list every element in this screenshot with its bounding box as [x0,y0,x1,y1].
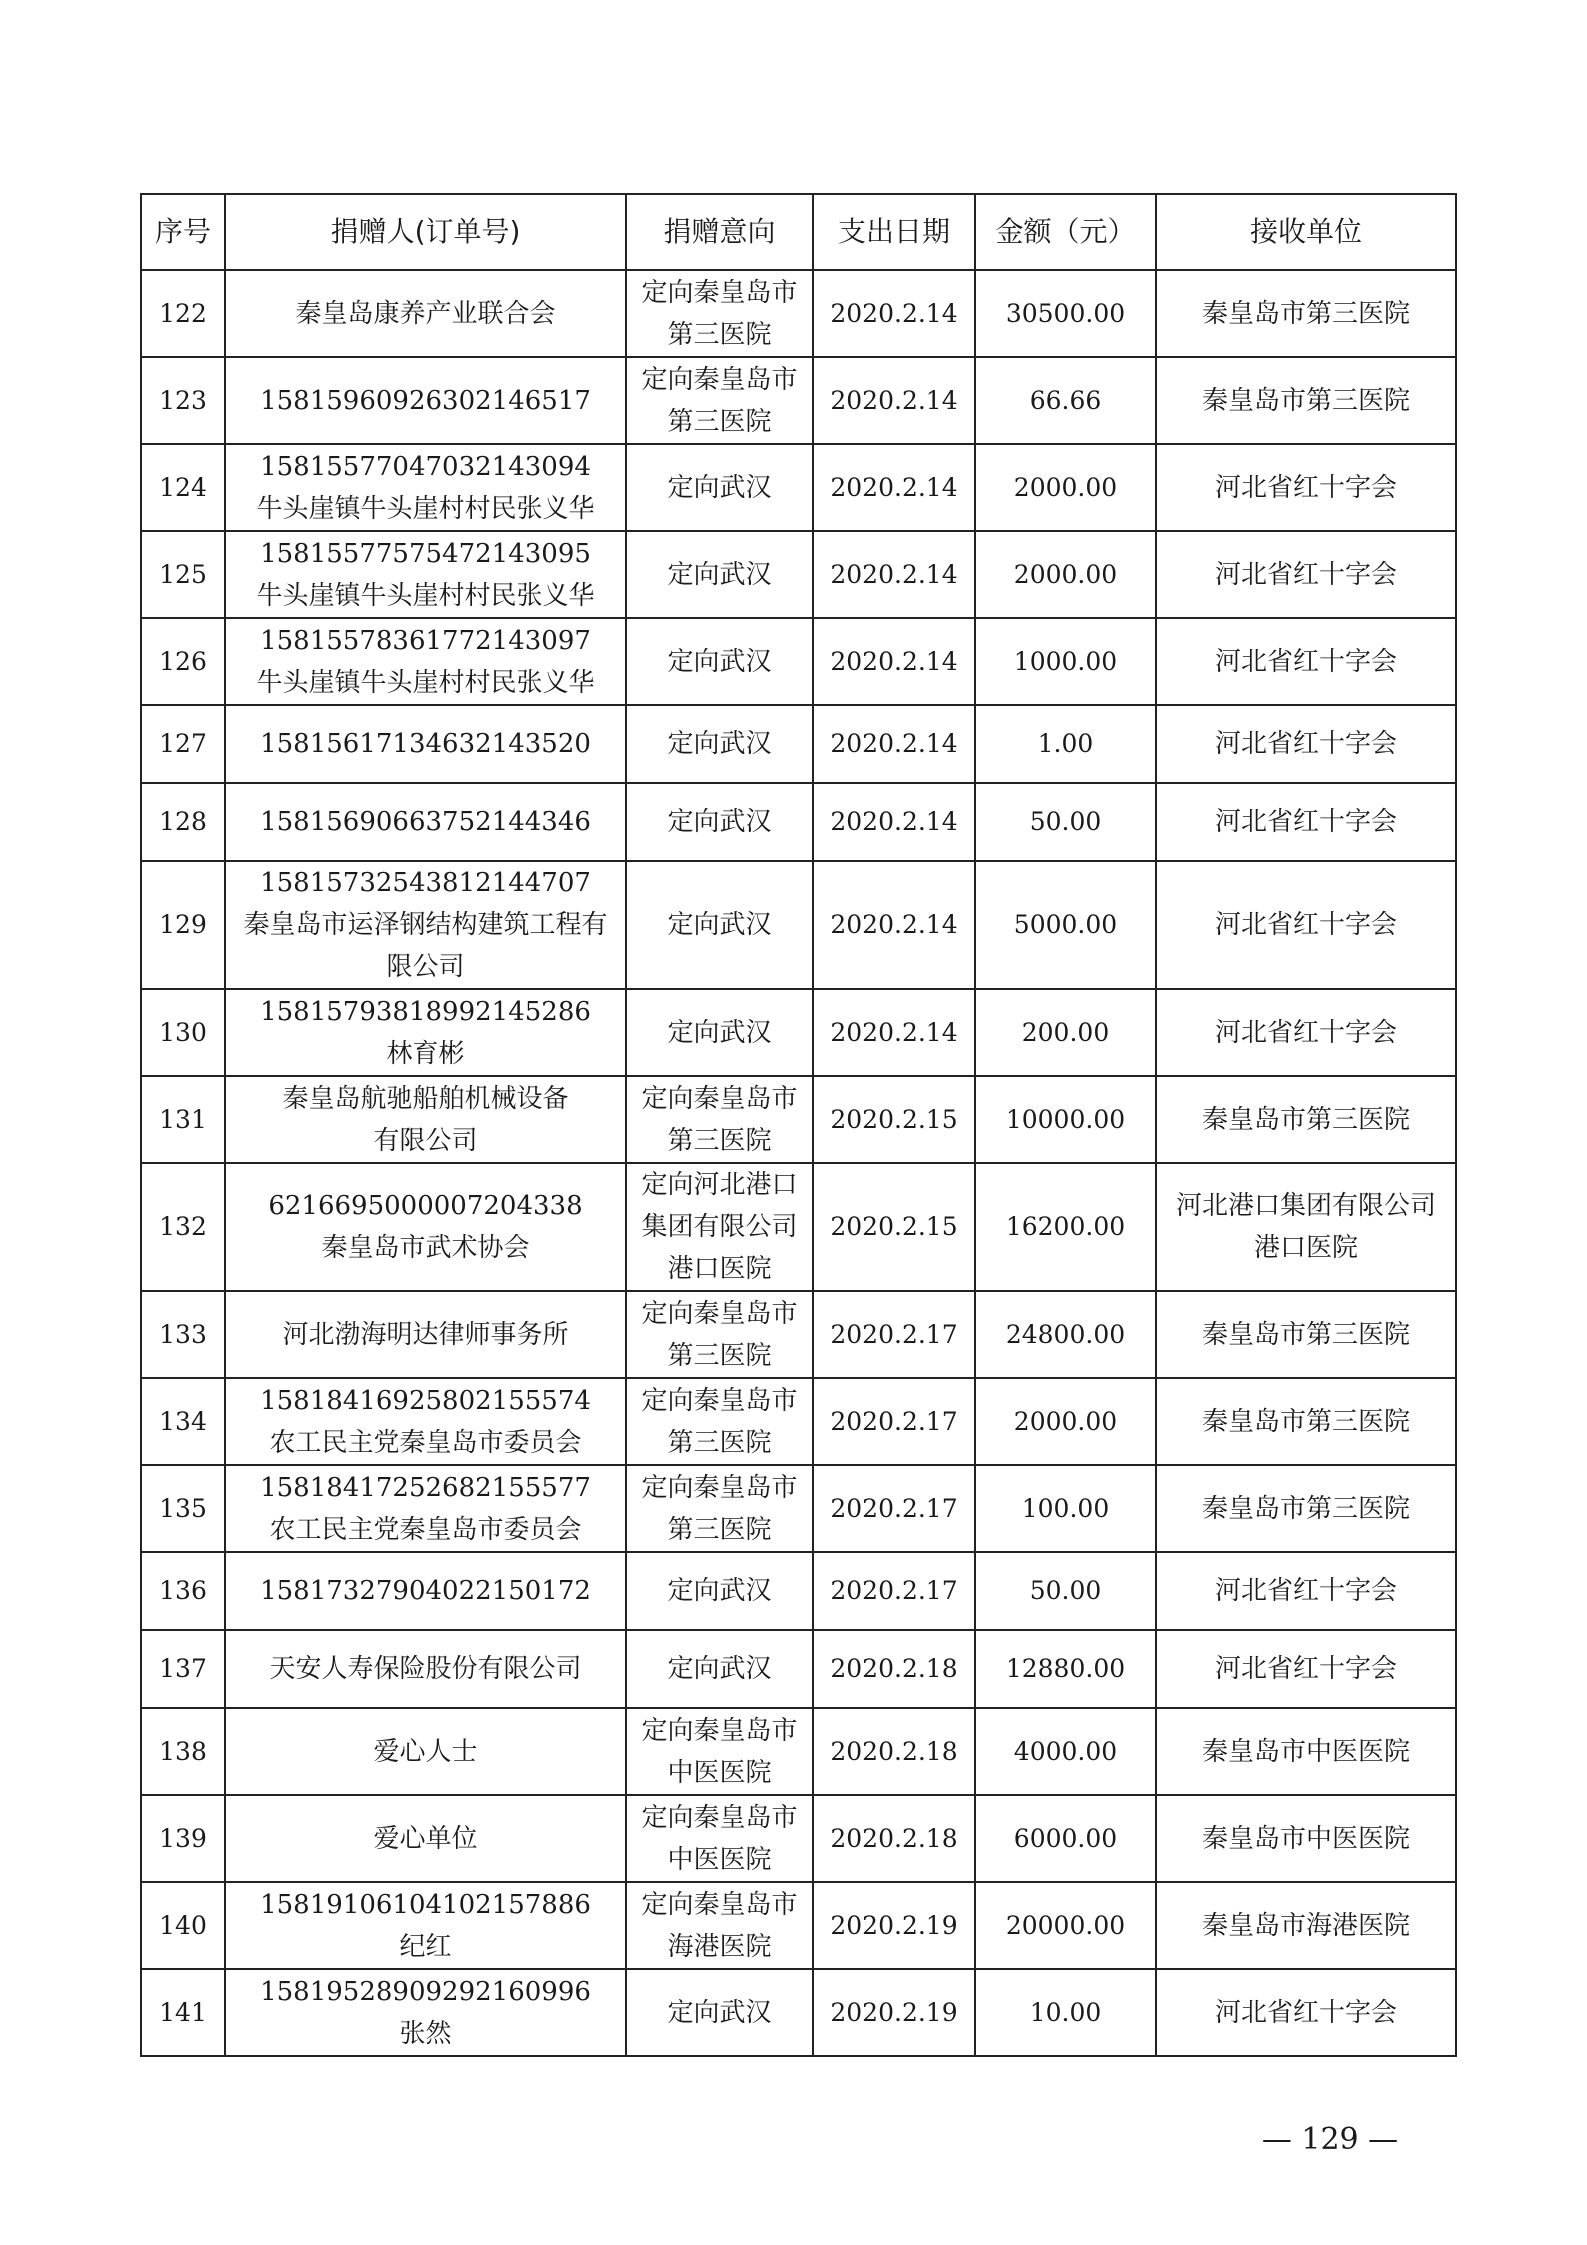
amount-cell: 16200.00 [975,1163,1156,1291]
amount-cell: 50.00 [975,1552,1156,1630]
header-cell: 接收单位 [1156,194,1456,270]
donor-cell [225,1795,626,1882]
amount-cell: 1.00 [975,705,1156,783]
intent-cell [626,1552,813,1630]
donor-cell-line: 15815577047032143094 [260,451,591,482]
recipient-cell [1156,1552,1456,1630]
recipient-cell-line: 秦皇岛市第三医院 [1201,1319,1410,1350]
table-body [141,270,1456,2056]
intent-cell [626,1708,813,1795]
donor-cell-line: 秦皇岛市武术协会 [321,1233,530,1263]
intent-cell-line: 港口医院 [667,1254,772,1284]
intent-cell-line: 定向秦皇岛市 [641,1889,798,1920]
intent-cell-line: 定向秦皇岛市 [641,277,798,308]
donor-cell [225,783,626,861]
recipient-cell-line: 秦皇岛市中医医院 [1201,1736,1410,1767]
intent-cell-line: 定向武汉 [667,1997,772,2028]
table-row [141,270,1456,357]
donor-cell-line: 农工民主党秦皇岛市委员会 [269,1514,582,1545]
intent-cell-line: 第三医院 [667,406,772,437]
row-number: 134 [141,1378,225,1465]
intent-cell-line: 第三医院 [667,319,772,350]
table-row [141,357,1456,444]
date-cell: 2020.2.17 [813,1378,975,1465]
recipient-cell [1156,444,1456,531]
intent-cell [626,1630,813,1708]
amount-cell: 66.66 [975,357,1156,444]
recipient-cell-line: 秦皇岛市海港医院 [1201,1910,1410,1941]
donor-cell [225,1291,626,1378]
recipient-cell [1156,270,1456,357]
table-row [141,531,1456,618]
table-row [141,1795,1456,1882]
row-number: 122 [141,270,225,357]
donor-cell-line: 15815960926302146517 [260,385,591,416]
date-cell: 2020.2.18 [813,1795,975,1882]
date-cell: 2020.2.17 [813,1291,975,1378]
row-number: 140 [141,1882,225,1969]
table-row [141,1291,1456,1378]
donor-cell-line: 爱心人士 [373,1736,478,1767]
donor-cell-line: 15815732543812144707 [260,868,591,898]
amount-cell: 6000.00 [975,1795,1156,1882]
table-row [141,1465,1456,1552]
date-cell: 2020.2.17 [813,1465,975,1552]
donor-cell-line: 有限公司 [373,1125,478,1156]
intent-cell [626,1795,813,1882]
date-cell: 2020.2.14 [813,270,975,357]
date-cell: 2020.2.14 [813,705,975,783]
donor-cell [225,444,626,531]
intent-cell [626,1969,813,2056]
date-cell: 2020.2.15 [813,1163,975,1291]
intent-cell [626,1378,813,1465]
donor-cell [225,1378,626,1465]
row-number: 124 [141,444,225,531]
intent-cell [626,1465,813,1552]
recipient-cell [1156,531,1456,618]
recipient-cell-line: 秦皇岛市中医医院 [1201,1823,1410,1854]
recipient-cell [1156,1630,1456,1708]
intent-cell-line: 第三医院 [667,1125,772,1156]
intent-cell [626,783,813,861]
date-cell: 2020.2.14 [813,357,975,444]
intent-cell-line: 定向秦皇岛市 [641,1385,798,1416]
recipient-cell-line: 秦皇岛市第三医院 [1201,1493,1410,1524]
recipient-cell [1156,1291,1456,1378]
row-number: 127 [141,705,225,783]
table-row [141,989,1456,1076]
row-number: 141 [141,1969,225,2056]
donor-cell-line: 秦皇岛市运泽钢结构建筑工程有 [243,910,608,940]
row-number: 126 [141,618,225,705]
intent-cell [626,270,813,357]
recipient-cell [1156,861,1456,989]
date-cell: 2020.2.14 [813,783,975,861]
intent-cell-line: 定向秦皇岛市 [641,1715,798,1746]
donor-cell-line: 天安人寿保险股份有限公司 [269,1654,582,1684]
donor-cell-line: 15818416925802155574 [260,1385,591,1416]
recipient-cell [1156,705,1456,783]
recipient-cell-line: 河北港口集团有限公司 [1175,1191,1436,1221]
intent-cell-line: 定向河北港口 [641,1170,798,1200]
recipient-cell-line: 秦皇岛市第三医院 [1201,1104,1410,1135]
header-cell: 金额（元） [975,194,1156,270]
donor-cell [225,618,626,705]
date-cell: 2020.2.18 [813,1708,975,1795]
recipient-cell-line: 河北省红十字会 [1214,559,1397,590]
amount-cell: 50.00 [975,783,1156,861]
recipient-cell [1156,1882,1456,1969]
intent-cell-line: 定向武汉 [667,807,772,837]
intent-cell-line: 定向武汉 [667,1576,772,1606]
intent-cell-line: 定向秦皇岛市 [641,1083,798,1114]
table-row [141,1630,1456,1708]
recipient-cell [1156,1163,1456,1291]
row-number: 123 [141,357,225,444]
table-row [141,1552,1456,1630]
amount-cell: 10.00 [975,1969,1156,2056]
recipient-cell-line: 港口医院 [1253,1233,1358,1263]
date-cell: 2020.2.14 [813,861,975,989]
donor-cell-line: 6216695000007204338 [268,1191,583,1221]
donor-cell [225,705,626,783]
amount-cell: 2000.00 [975,1378,1156,1465]
donor-cell [225,1969,626,2056]
table-row [141,444,1456,531]
recipient-cell [1156,357,1456,444]
amount-cell: 100.00 [975,1465,1156,1552]
table-header-row [141,194,1456,270]
intent-cell [626,861,813,989]
row-number: 129 [141,861,225,989]
intent-cell-line: 集团有限公司 [641,1212,798,1242]
intent-cell [626,1291,813,1378]
intent-cell-line: 定向武汉 [667,910,772,940]
date-cell: 2020.2.14 [813,444,975,531]
recipient-cell [1156,1708,1456,1795]
row-number: 132 [141,1163,225,1291]
intent-cell-line: 定向武汉 [667,559,772,590]
row-number: 133 [141,1291,225,1378]
header-cell: 序号 [141,194,225,270]
intent-cell [626,989,813,1076]
amount-cell: 30500.00 [975,270,1156,357]
intent-cell [626,444,813,531]
recipient-cell [1156,1378,1456,1465]
intent-cell [626,1163,813,1291]
intent-cell-line: 定向秦皇岛市 [641,1298,798,1329]
donor-cell [225,1076,626,1163]
table-row [141,705,1456,783]
donor-cell-line: 15817327904022150172 [260,1576,591,1606]
donor-cell-line: 限公司 [386,952,465,982]
donor-cell-line: 15815578361772143097 [260,625,591,656]
amount-cell: 24800.00 [975,1291,1156,1378]
donor-cell-line: 15815793818992145286 [260,996,591,1027]
intent-cell [626,357,813,444]
intent-cell-line: 定向武汉 [667,472,772,503]
donor-cell-line: 牛头崖镇牛头崖村村民张义华 [256,580,595,611]
donor-cell-line: 15818417252682155577 [260,1472,591,1503]
recipient-cell-line: 秦皇岛市第三医院 [1201,1406,1410,1437]
donor-cell-line: 农工民主党秦皇岛市委员会 [269,1427,582,1458]
date-cell: 2020.2.19 [813,1969,975,2056]
intent-cell-line: 第三医院 [667,1514,772,1545]
recipient-cell-line: 河北省红十字会 [1214,910,1397,940]
date-cell: 2020.2.18 [813,1630,975,1708]
date-cell: 2020.2.14 [813,989,975,1076]
table-row [141,1708,1456,1795]
intent-cell-line: 定向武汉 [667,646,772,677]
donor-cell-line: 张然 [399,2018,452,2049]
donation-table [140,193,1457,2057]
table-row [141,1163,1456,1291]
header-cell: 支出日期 [813,194,975,270]
recipient-cell [1156,1465,1456,1552]
recipient-cell-line: 河北省红十字会 [1214,1576,1397,1606]
recipient-cell-line: 河北省红十字会 [1214,1997,1397,2028]
row-number: 125 [141,531,225,618]
donor-cell [225,861,626,989]
donor-cell-line: 纪红 [399,1931,452,1962]
intent-cell-line: 中医医院 [667,1844,772,1875]
row-number: 131 [141,1076,225,1163]
recipient-cell [1156,1969,1456,2056]
donor-cell [225,1552,626,1630]
row-number: 130 [141,989,225,1076]
intent-cell-line: 第三医院 [667,1340,772,1371]
row-number: 136 [141,1552,225,1630]
donor-cell [225,357,626,444]
donor-cell-line: 爱心单位 [373,1823,478,1854]
donor-cell [225,989,626,1076]
intent-cell-line: 定向秦皇岛市 [641,364,798,395]
recipient-cell-line: 秦皇岛市第三医院 [1201,385,1410,416]
donor-cell [225,1882,626,1969]
donor-cell [225,1163,626,1291]
donor-cell-line: 15819528909292160996 [260,1976,591,2007]
row-number: 128 [141,783,225,861]
donor-cell-line: 林育彬 [386,1038,465,1069]
donor-cell-line: 牛头崖镇牛头崖村村民张义华 [256,667,595,698]
donor-cell [225,270,626,357]
donor-cell [225,531,626,618]
recipient-cell-line: 秦皇岛市第三医院 [1201,298,1410,329]
recipient-cell [1156,618,1456,705]
recipient-cell-line: 河北省红十字会 [1214,1017,1397,1048]
date-cell: 2020.2.17 [813,1552,975,1630]
intent-cell [626,705,813,783]
header-cell: 捐赠意向 [626,194,813,270]
table-row [141,783,1456,861]
amount-cell: 1000.00 [975,618,1156,705]
intent-cell-line: 中医医院 [667,1757,772,1788]
donor-cell-line: 15815690663752144346 [260,807,591,837]
amount-cell: 200.00 [975,989,1156,1076]
row-number: 135 [141,1465,225,1552]
intent-cell-line: 定向武汉 [667,1017,772,1048]
date-cell: 2020.2.15 [813,1076,975,1163]
table-row [141,1076,1456,1163]
table-row [141,1882,1456,1969]
date-cell: 2020.2.19 [813,1882,975,1969]
table-row [141,1969,1456,2056]
intent-cell [626,1882,813,1969]
donor-cell-line: 秦皇岛航驰船舶机械设备 [282,1083,569,1114]
recipient-cell [1156,1795,1456,1882]
recipient-cell-line: 河北省红十字会 [1214,646,1397,677]
row-number: 137 [141,1630,225,1708]
header-cell: 捐赠人(订单号) [225,194,626,270]
donor-cell-line: 河北渤海明达律师事务所 [282,1319,569,1350]
amount-cell: 5000.00 [975,861,1156,989]
donor-cell [225,1708,626,1795]
recipient-cell [1156,783,1456,861]
donor-cell-line: 秦皇岛康养产业联合会 [295,298,556,329]
amount-cell: 20000.00 [975,1882,1156,1969]
intent-cell-line: 定向武汉 [667,1654,772,1684]
table-row [141,1378,1456,1465]
recipient-cell-line: 河北省红十字会 [1214,807,1397,837]
amount-cell: 10000.00 [975,1076,1156,1163]
donor-cell-line: 15815577575472143095 [260,538,591,569]
donor-cell [225,1465,626,1552]
donor-cell-line: 15819106104102157886 [260,1889,591,1920]
row-number: 138 [141,1708,225,1795]
intent-cell-line: 定向秦皇岛市 [641,1802,798,1833]
table-row [141,861,1456,989]
recipient-cell-line: 河北省红十字会 [1214,472,1397,503]
intent-cell [626,531,813,618]
date-cell: 2020.2.14 [813,618,975,705]
donor-cell-line: 15815617134632143520 [260,729,591,759]
intent-cell-line: 第三医院 [667,1427,772,1458]
table-row [141,618,1456,705]
recipient-cell [1156,1076,1456,1163]
amount-cell: 2000.00 [975,444,1156,531]
date-cell: 2020.2.14 [813,531,975,618]
intent-cell-line: 海港医院 [667,1931,772,1962]
intent-cell-line: 定向秦皇岛市 [641,1472,798,1503]
row-number: 139 [141,1795,225,1882]
donor-cell [225,1630,626,1708]
amount-cell: 4000.00 [975,1708,1156,1795]
page-number: — 129 — [1261,2122,1399,2157]
intent-cell-line: 定向武汉 [667,729,772,759]
donor-cell-line: 牛头崖镇牛头崖村村民张义华 [256,493,595,524]
recipient-cell [1156,989,1456,1076]
intent-cell [626,1076,813,1163]
amount-cell: 12880.00 [975,1630,1156,1708]
recipient-cell-line: 河北省红十字会 [1214,729,1397,759]
recipient-cell-line: 河北省红十字会 [1214,1654,1397,1684]
amount-cell: 2000.00 [975,531,1156,618]
intent-cell [626,618,813,705]
